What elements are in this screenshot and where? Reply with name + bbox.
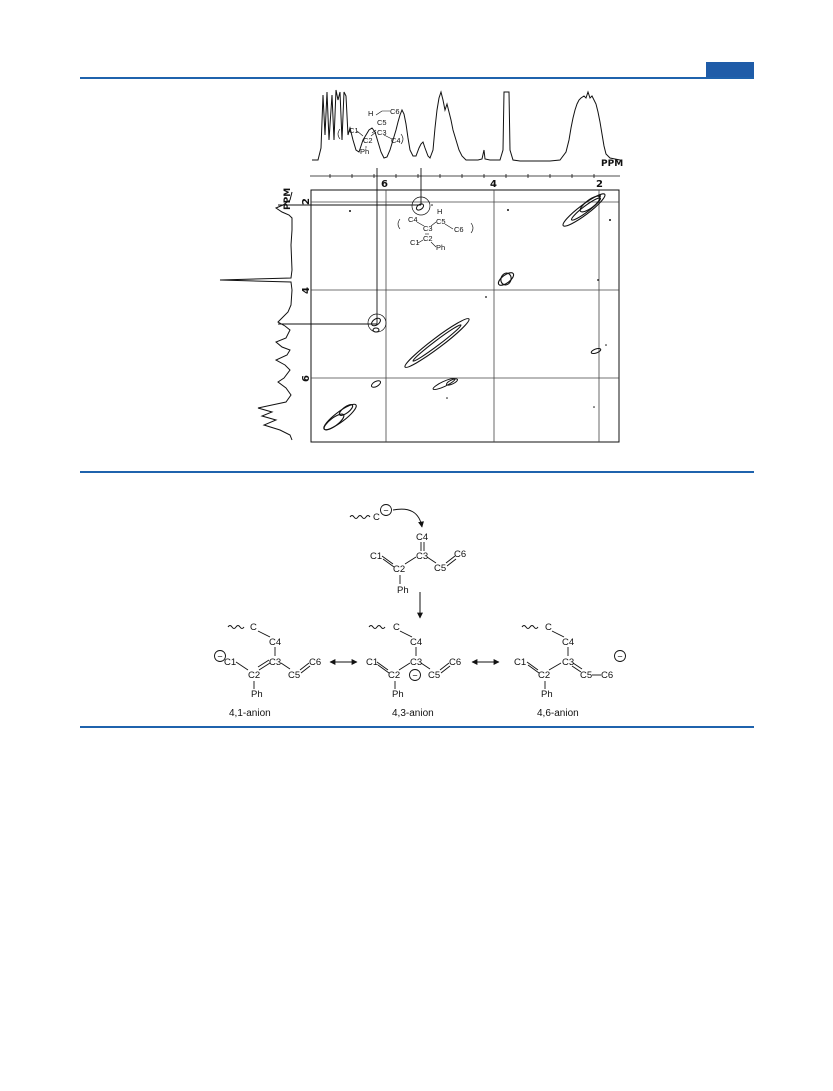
cosy-plot-frame <box>311 190 619 442</box>
svg-text:C3: C3 <box>416 551 429 562</box>
svg-text:Ph: Ph <box>360 147 370 156</box>
cross-peak-6ppm-a <box>370 379 381 388</box>
svg-text:C6: C6 <box>309 657 322 668</box>
svg-text:C1: C1 <box>370 551 383 562</box>
svg-text:C1: C1 <box>410 238 420 247</box>
svg-text:Ph: Ph <box>436 243 446 252</box>
cross-peak-lower <box>370 317 382 328</box>
cosy-grid <box>311 190 619 442</box>
svg-text:C1: C1 <box>366 657 379 668</box>
svg-text:C1: C1 <box>224 657 237 668</box>
y-tick-label-4: 4 <box>301 287 312 294</box>
svg-text:C4: C4 <box>410 637 423 648</box>
svg-text:C: C <box>250 622 257 633</box>
svg-text:Ph: Ph <box>541 689 553 700</box>
svg-text:−: − <box>217 651 223 662</box>
svg-text:C6: C6 <box>454 549 467 560</box>
svg-text:C3: C3 <box>269 657 282 668</box>
svg-text:C3: C3 <box>423 224 433 233</box>
svg-text:C2: C2 <box>248 670 261 681</box>
svg-text:C6: C6 <box>601 670 614 681</box>
svg-text:C6: C6 <box>449 657 462 668</box>
svg-text:C: C <box>545 622 552 633</box>
svg-text:C5: C5 <box>428 670 441 681</box>
svg-text:C2: C2 <box>423 234 433 243</box>
svg-text:C1: C1 <box>514 657 527 668</box>
svg-text:C: C <box>393 622 400 633</box>
peak-diagonal-bottom-left <box>321 401 359 433</box>
svg-text:C3: C3 <box>410 657 423 668</box>
svg-text:C3: C3 <box>562 657 575 668</box>
initiator-charge-symbol: − <box>383 505 389 516</box>
svg-text:C5: C5 <box>436 217 446 226</box>
svg-text:C4: C4 <box>562 637 575 648</box>
svg-text:C3: C3 <box>377 128 387 137</box>
svg-text:C5: C5 <box>580 670 593 681</box>
anion-4-1-label: 4,1-anion <box>229 708 271 719</box>
noise-dots <box>349 195 611 408</box>
ppm-label-top: PPM <box>601 159 624 169</box>
monomer-structure <box>370 532 466 596</box>
cross-peak-upper <box>415 203 424 212</box>
cross-peak-right-5ppm <box>591 347 602 354</box>
svg-text:C5: C5 <box>377 118 387 127</box>
svg-text:C5: C5 <box>288 670 301 681</box>
anion-4-6-label: 4,6-anion <box>537 708 579 719</box>
ppm-label-left: PPM <box>283 187 293 210</box>
peak-diagonal-middle <box>402 315 472 371</box>
left-1d-spectrum <box>220 192 292 440</box>
svg-text:C2: C2 <box>538 670 551 681</box>
svg-text:Ph: Ph <box>392 689 404 700</box>
anion-4-1-structure <box>215 622 322 700</box>
initiator-carbon: C <box>373 512 380 523</box>
diagonal-peaks <box>321 190 608 433</box>
svg-text:C2: C2 <box>388 670 401 681</box>
svg-text:C2: C2 <box>363 136 373 145</box>
svg-text:−: − <box>617 651 623 662</box>
y-tick-label-6: 6 <box>301 375 312 382</box>
y-tick-label-2: 2 <box>301 198 312 205</box>
svg-text:H: H <box>437 207 443 216</box>
svg-text:Ph: Ph <box>251 689 263 700</box>
svg-text:C6: C6 <box>454 225 464 234</box>
svg-text:C4: C4 <box>269 637 282 648</box>
svg-text:C4: C4 <box>408 215 418 224</box>
svg-text:C2: C2 <box>393 564 406 575</box>
anion-4-3-label: 4,3-anion <box>392 708 434 719</box>
svg-text:C1: C1 <box>349 126 359 135</box>
x-tick-label-2: 2 <box>596 179 603 190</box>
anion-4-6-structure <box>514 622 626 700</box>
svg-text:H: H <box>368 109 374 118</box>
anion-mechanism-figure <box>0 470 833 730</box>
cosy-spectrum-figure <box>0 0 833 460</box>
electron-push-arrow <box>393 509 422 527</box>
x-tick-label-6: 6 <box>381 179 388 190</box>
svg-text:C6: C6 <box>390 107 400 116</box>
cross-peak-guides <box>278 168 421 324</box>
svg-text:C4: C4 <box>391 136 401 145</box>
svg-text:C5: C5 <box>434 563 447 574</box>
svg-text:C4: C4 <box>416 532 429 543</box>
svg-text:Ph: Ph <box>397 585 409 596</box>
anion-4-3-structure <box>366 622 461 700</box>
x-tick-label-4: 4 <box>490 179 497 190</box>
svg-text:−: − <box>412 670 418 681</box>
polymer-chain-squiggle <box>350 516 370 519</box>
